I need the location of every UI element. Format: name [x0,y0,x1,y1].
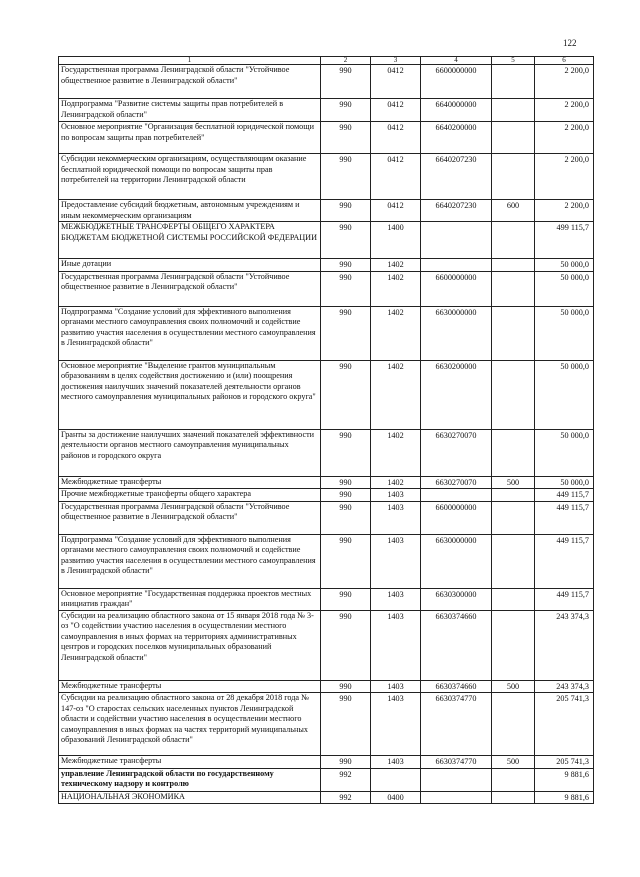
row-expense-type-code: 600 [492,200,535,222]
row-amount: 449 115,7 [535,534,594,588]
row-ved-code: 990 [321,154,371,200]
row-name: Основное мероприятие "Организация бесплатной юридической помощи по вопросам защиты прав потребителей" [59,122,321,154]
row-expense-type-code: 500 [492,756,535,769]
table-row [59,610,594,680]
row-section-code [371,768,421,791]
row-ved-code: 990 [321,610,371,680]
row-name: Прочие межбюджетные трансферты общего характера [59,489,321,502]
row-section-code: 0412 [371,99,421,122]
row-ved-code: 990 [321,534,371,588]
row-amount: 449 115,7 [535,489,594,502]
row-ved-code: 990 [321,756,371,769]
row-name: Межбюджетные трансферты [59,680,321,693]
row-expense-type-code [492,429,535,476]
row-name: Основное мероприятие "Государственная поддержка проектов местных инициатив граждан" [59,588,321,610]
row-target-article-code: 6630374770 [421,756,492,769]
row-amount: 50 000,0 [535,429,594,476]
row-section-code: 1403 [371,534,421,588]
row-ved-code: 992 [321,768,371,791]
row-name: Предоставление субсидий бюджетным, автономным учреждениям и иным некоммерческим организациям [59,200,321,222]
table-row [59,429,594,476]
row-expense-type-code [492,259,535,272]
row-expense-type-code [492,610,535,680]
row-section-code: 1402 [371,306,421,360]
row-amount: 50 000,0 [535,360,594,429]
table-row [59,501,594,534]
row-expense-type-code: 500 [492,680,535,693]
row-target-article-code: 6630000000 [421,306,492,360]
table-row [59,122,594,154]
row-target-article-code [421,791,492,804]
row-section-code: 1402 [371,259,421,272]
row-target-article-code [421,259,492,272]
row-amount: 243 374,3 [535,680,594,693]
row-target-article-code: 6640200000 [421,122,492,154]
row-amount: 205 741,3 [535,693,594,756]
table-row [59,768,594,791]
row-amount: 50 000,0 [535,271,594,306]
row-name: Субсидии некоммерческим организациям, осуществляющим оказание бесплатной юридической помощи по вопросам защиты прав потребителей на территории Ленинградской области [59,154,321,200]
row-expense-type-code [492,222,535,259]
row-name: НАЦИОНАЛЬНАЯ ЭКОНОМИКА [59,791,321,804]
table-row [59,476,594,489]
row-ved-code: 990 [321,489,371,502]
column-header: 4 [421,57,492,65]
row-target-article-code [421,489,492,502]
column-header: 6 [535,57,594,65]
row-section-code: 1400 [371,222,421,259]
table-row [59,693,594,756]
row-expense-type-code [492,99,535,122]
row-name: Субсидии на реализацию областного закона от 28 декабря 2018 года № 147-оз "О старостах сельских населенных пунктов Ленинградской области и содействии участию населения в осуществлении местного самоуправления в иных формах на частях территорий муниципальных образований Ленинградской области" [59,693,321,756]
row-section-code: 0412 [371,200,421,222]
row-name: Межбюджетные трансферты [59,756,321,769]
table-row [59,791,594,804]
row-ved-code: 990 [321,259,371,272]
row-name: Межбюджетные трансферты [59,476,321,489]
row-target-article-code: 6630200000 [421,360,492,429]
row-ved-code: 990 [321,306,371,360]
row-expense-type-code [492,271,535,306]
column-header: 3 [371,57,421,65]
row-section-code: 1402 [371,429,421,476]
row-target-article-code: 6630300000 [421,588,492,610]
row-expense-type-code [492,768,535,791]
row-target-article-code: 6600000000 [421,501,492,534]
row-ved-code: 990 [321,99,371,122]
row-section-code: 1403 [371,693,421,756]
row-amount: 50 000,0 [535,476,594,489]
column-header: 5 [492,57,535,65]
column-header: 2 [321,57,371,65]
table-row [59,588,594,610]
row-ved-code: 990 [321,588,371,610]
row-name: управление Ленинградской области по государственному техническому надзору и контролю [59,768,321,791]
row-ved-code: 990 [321,200,371,222]
row-target-article-code: 6630270070 [421,476,492,489]
row-amount: 2 200,0 [535,99,594,122]
row-expense-type-code [492,588,535,610]
row-amount: 2 200,0 [535,154,594,200]
row-amount: 2 200,0 [535,122,594,154]
row-amount: 243 374,3 [535,610,594,680]
row-expense-type-code [492,360,535,429]
table-row [59,154,594,200]
row-expense-type-code [492,154,535,200]
row-expense-type-code [492,306,535,360]
row-amount: 449 115,7 [535,588,594,610]
row-target-article-code [421,222,492,259]
row-section-code: 0412 [371,154,421,200]
row-name: Государственная программа Ленинградской области "Устойчивое общественное развитие в Ленинградской области" [59,65,321,99]
row-section-code: 1402 [371,476,421,489]
row-target-article-code: 6640207230 [421,200,492,222]
table-row [59,489,594,502]
row-amount: 2 200,0 [535,65,594,99]
row-section-code: 1403 [371,501,421,534]
row-ved-code: 990 [321,693,371,756]
row-ved-code: 990 [321,271,371,306]
row-target-article-code: 6630000000 [421,534,492,588]
page-number: 122 [563,38,577,48]
table-row [59,756,594,769]
row-target-article-code: 6630374660 [421,610,492,680]
row-expense-type-code [492,693,535,756]
row-expense-type-code [492,122,535,154]
table-row [59,680,594,693]
budget-table [58,56,594,804]
row-expense-type-code [492,65,535,99]
row-section-code: 0412 [371,122,421,154]
table-row [59,360,594,429]
row-ved-code: 990 [321,222,371,259]
row-ved-code: 990 [321,429,371,476]
column-header: 1 [59,57,321,65]
row-ved-code: 990 [321,65,371,99]
row-name: Основное мероприятие "Выделение грантов муниципальным образованиям в целях содействия достижению и (или) поощрения достижения наилучших значений показателей деятельности органов местного самоуправления муниципальных районов и городского округа" [59,360,321,429]
row-expense-type-code [492,501,535,534]
row-section-code: 0412 [371,65,421,99]
row-target-article-code: 6630270070 [421,429,492,476]
row-name: Подпрограмма "Создание условий для эффективного выполнения органами местного самоуправления своих полномочий и содействие развитию участия населения в осуществлении местного самоуправления в Ленинградской области" [59,534,321,588]
row-expense-type-code [492,534,535,588]
row-amount: 9 881,6 [535,768,594,791]
table-header-row [59,57,594,65]
row-amount: 9 881,6 [535,791,594,804]
row-target-article-code: 6630374770 [421,693,492,756]
row-name: Субсидии на реализацию областного закона от 15 января 2018 года № 3-оз "О содействии участию населения в осуществлении местного самоуправления в иных формах на территориях административных центров и городских поселков муниципальных образований Ленинградской области" [59,610,321,680]
row-ved-code: 990 [321,360,371,429]
row-ved-code: 992 [321,791,371,804]
row-expense-type-code [492,489,535,502]
row-section-code: 1403 [371,680,421,693]
row-name: Государственная программа Ленинградской области "Устойчивое общественное развитие в Ленинградской области" [59,501,321,534]
table-row [59,534,594,588]
row-ved-code: 990 [321,680,371,693]
row-ved-code: 990 [321,476,371,489]
row-amount: 50 000,0 [535,259,594,272]
row-target-article-code: 6600000000 [421,65,492,99]
row-amount: 50 000,0 [535,306,594,360]
row-target-article-code [421,768,492,791]
table-row [59,99,594,122]
row-section-code: 0400 [371,791,421,804]
row-target-article-code: 6630374660 [421,680,492,693]
row-amount: 449 115,7 [535,501,594,534]
table-row [59,222,594,259]
row-section-code: 1403 [371,756,421,769]
row-target-article-code: 6600000000 [421,271,492,306]
table-row [59,306,594,360]
row-section-code: 1403 [371,588,421,610]
row-name: Государственная программа Ленинградской области "Устойчивое общественное развитие в Ленинградской области" [59,271,321,306]
row-name: Подпрограмма "Создание условий для эффективного выполнения органами местного самоуправления своих полномочий и содействие развитию участия населения в осуществлении местного самоуправления в Ленинградской области" [59,306,321,360]
row-expense-type-code [492,791,535,804]
row-section-code: 1402 [371,271,421,306]
row-ved-code: 990 [321,122,371,154]
row-name: Подпрограмма "Развитие системы защиты прав потребителей в Ленинградской области" [59,99,321,122]
row-section-code: 1403 [371,489,421,502]
row-expense-type-code: 500 [492,476,535,489]
row-amount: 499 115,7 [535,222,594,259]
table-row [59,259,594,272]
table-row [59,200,594,222]
row-ved-code: 990 [321,501,371,534]
table-row [59,271,594,306]
table-row [59,65,594,99]
row-name: Иные дотации [59,259,321,272]
row-name: Гранты за достижение наилучших значений показателей эффективности деятельности органов местного самоуправления муниципальных районов и городского округа [59,429,321,476]
row-section-code: 1403 [371,610,421,680]
row-target-article-code: 6640000000 [421,99,492,122]
row-amount: 2 200,0 [535,200,594,222]
row-section-code: 1402 [371,360,421,429]
row-target-article-code: 6640207230 [421,154,492,200]
row-name: МЕЖБЮДЖЕТНЫЕ ТРАНСФЕРТЫ ОБЩЕГО ХАРАКТЕРА БЮДЖЕТАМ БЮДЖЕТНОЙ СИСТЕМЫ РОССИЙСКОЙ ФЕДЕРАЦИИ [59,222,321,259]
row-amount: 205 741,3 [535,756,594,769]
